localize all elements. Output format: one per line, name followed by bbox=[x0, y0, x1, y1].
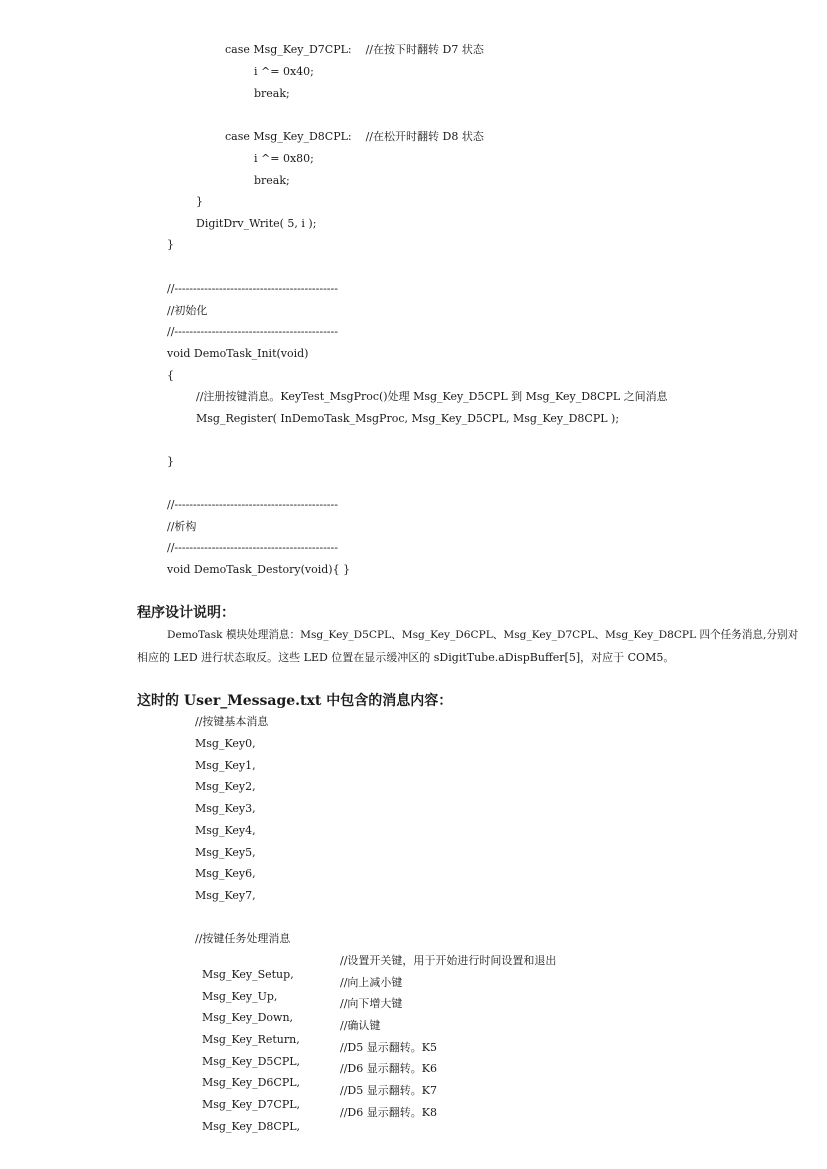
separator-line: //-------------------------------------------- bbox=[167, 282, 338, 295]
basic-keys-comment: //按键基本消息 bbox=[195, 715, 269, 728]
task-key-comment: //D5 显示翻转。K7 bbox=[340, 1084, 437, 1097]
task-key-comment: //D5 显示翻转。K5 bbox=[340, 1041, 437, 1054]
task-key-comment: //向下增大键 bbox=[340, 997, 403, 1010]
basic-key-item: Msg_Key1, bbox=[195, 759, 256, 772]
task-key-comment: //确认键 bbox=[340, 1019, 381, 1032]
task-key-name: Msg_Key_D5CPL, bbox=[202, 1055, 301, 1068]
init-body-call: Msg_Register( InDemoTask_MsgProc, Msg_Key_D5CPL, Msg_Key_D8CPL ); bbox=[196, 412, 620, 425]
design-notes-heading: 程序设计说明： bbox=[137, 605, 235, 621]
code-case-d8cpl: case Msg_Key_D8CPL: //在松开时翻转 D8 状态 bbox=[225, 130, 484, 143]
task-key-row bbox=[195, 1106, 437, 1148]
basic-key-item: Msg_Key2, bbox=[195, 780, 256, 793]
design-notes-line-2: 相应的 LED 进行状态取反。这些 LED 位置在显示缓冲区的 sDigitTube.aDispBuffer[5]，对应于 COM5。 bbox=[137, 651, 675, 664]
basic-key-item: Msg_Key4, bbox=[195, 824, 256, 837]
task-keys-comment: //按键任务处理消息 bbox=[195, 932, 291, 945]
code-close-func: } bbox=[167, 238, 174, 251]
basic-key-item: Msg_Key3, bbox=[195, 802, 256, 815]
basic-key-item: Msg_Key5, bbox=[195, 846, 256, 859]
init-open-brace: { bbox=[167, 369, 174, 382]
task-key-name: Msg_Key_Return, bbox=[202, 1033, 300, 1046]
basic-key-item: Msg_Key7, bbox=[195, 889, 256, 902]
code-break-2: break; bbox=[254, 174, 290, 187]
task-key-name: Msg_Key_D8CPL, bbox=[202, 1120, 301, 1133]
init-comment: //初始化 bbox=[167, 304, 208, 317]
destroy-signature: void DemoTask_Destory(void){ } bbox=[167, 563, 351, 576]
task-key-comment: //向上减小键 bbox=[340, 976, 403, 989]
destroy-comment: //析构 bbox=[167, 520, 197, 533]
code-case-d7cpl: case Msg_Key_D7CPL: //在按下时翻转 D7 状态 bbox=[225, 43, 484, 56]
task-key-comment: //D6 显示翻转。K6 bbox=[340, 1062, 437, 1075]
separator-line: //-------------------------------------------- bbox=[167, 498, 338, 511]
basic-key-item: Msg_Key6, bbox=[195, 867, 256, 880]
code-close-switch: } bbox=[196, 195, 203, 208]
separator-line: //-------------------------------------------- bbox=[167, 541, 338, 554]
init-signature: void DemoTask_Init(void) bbox=[167, 347, 309, 360]
message-section-heading: 这时的 User_Message.txt 中包含的消息内容： bbox=[137, 693, 453, 709]
init-body-comment: //注册按键消息。KeyTest_MsgProc()处理 Msg_Key_D5CPL 到 Msg_Key_D8CPL 之间消息 bbox=[196, 390, 668, 403]
init-close-brace: } bbox=[167, 455, 174, 468]
basic-key-item: Msg_Key0, bbox=[195, 737, 256, 750]
task-key-name: Msg_Key_Up, bbox=[202, 990, 278, 1003]
design-notes-line-1: DemoTask 模块处理消息：Msg_Key_D5CPL、Msg_Key_D6CPL、Msg_Key_D7CPL、Msg_Key_D8CPL 四个任务消息,分别对 bbox=[167, 629, 799, 641]
task-key-name: Msg_Key_Setup, bbox=[202, 968, 294, 981]
code-xor-40: i ^= 0x40; bbox=[254, 65, 314, 78]
task-key-name: Msg_Key_D6CPL, bbox=[202, 1076, 301, 1089]
separator-line: //-------------------------------------------- bbox=[167, 325, 338, 338]
task-key-comment: //设置开关键，用于开始进行时间设置和退出 bbox=[340, 954, 557, 967]
code-digit-write: DigitDrv_Write( 5, i ); bbox=[196, 217, 317, 230]
code-break-1: break; bbox=[254, 87, 290, 100]
task-key-comment: //D6 显示翻转。K8 bbox=[340, 1106, 437, 1119]
code-xor-80: i ^= 0x80; bbox=[254, 152, 314, 165]
task-key-name: Msg_Key_D7CPL, bbox=[202, 1098, 301, 1111]
task-key-name: Msg_Key_Down, bbox=[202, 1011, 294, 1024]
